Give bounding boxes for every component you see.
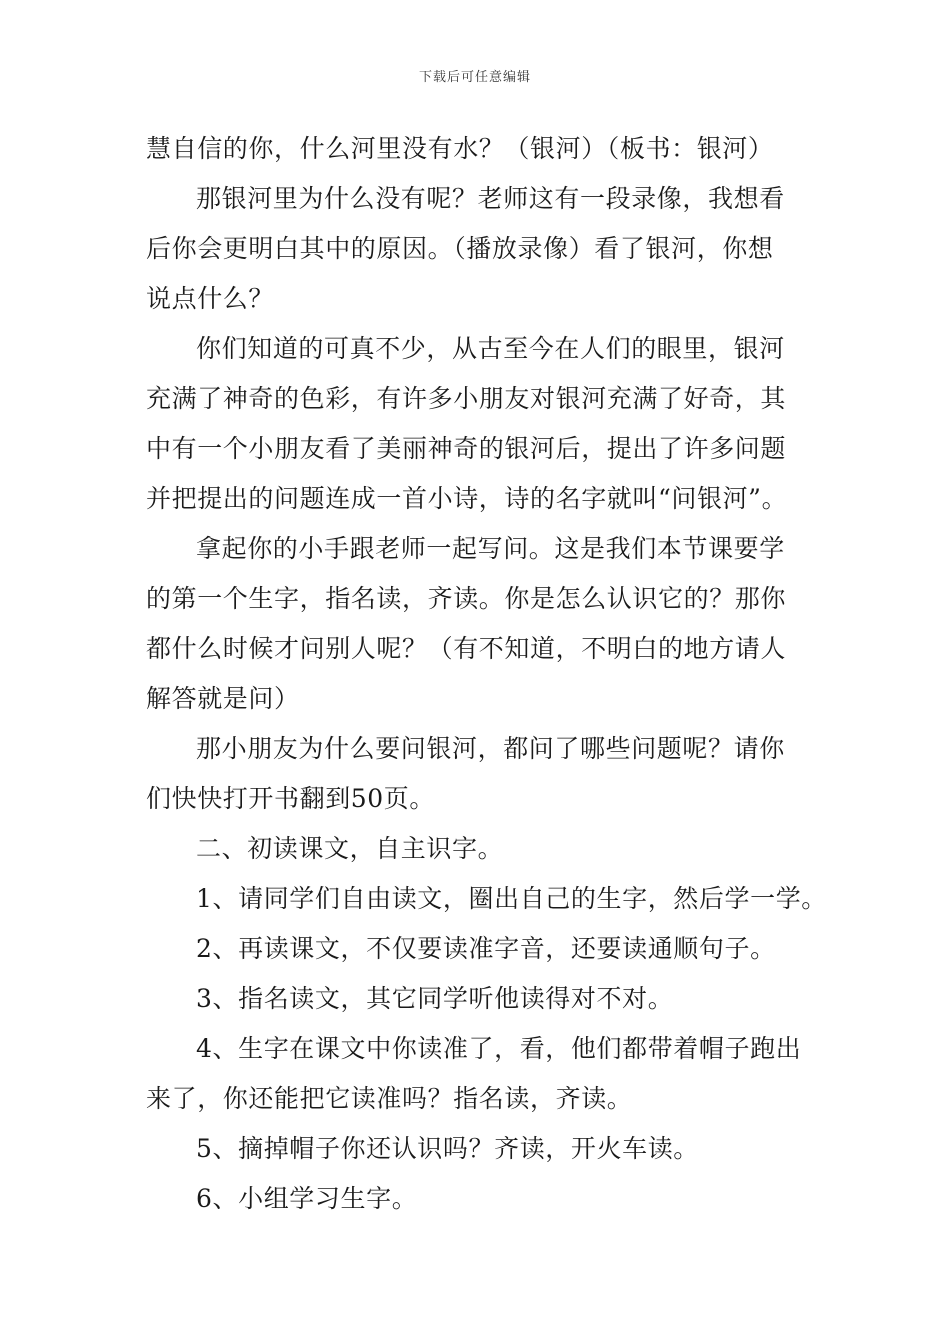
list-item: 4、生字在课文中你读准了，看，他们都带着帽子跑出 — [196, 1034, 802, 1063]
text-line: 的第一个生字，指名读，齐读。你是怎么认识它的？那你 — [146, 584, 787, 613]
text-line: 都什么时候才问别人呢？（有不知道，不明白的地方请人 — [146, 634, 787, 663]
text-line: 慧自信的你，什么河里没有水？（银河）（板书：银河） — [146, 134, 774, 163]
document-body — [146, 124, 827, 1224]
list-item: 5、摘掉帽子你还认识吗？齐读，开火车读。 — [196, 1134, 699, 1163]
text-line: 并把提出的问题连成一首小诗，诗的名字就叫“问银河”。 — [146, 484, 788, 513]
text-line: 说点什么？ — [146, 284, 275, 313]
text-line: 们快快打开书翻到50页。 — [146, 784, 436, 813]
text-line: 解答就是问） — [146, 684, 300, 713]
page-header: 下载后可任意编辑 — [418, 70, 531, 85]
section-heading: 二、初读课文，自主识字。 — [196, 834, 504, 863]
list-item-continuation: 来了，你还能把它读准吗？指名读，齐读。 — [146, 1084, 633, 1113]
list-item: 1、请同学们自由读文，圈出自己的生字，然后学一学。 — [196, 884, 827, 913]
text-line: 拿起你的小手跟老师一起写问。这是我们本节课要学 — [196, 534, 785, 563]
text-line: 中有一个小朋友看了美丽神奇的银河后，提出了许多问题 — [146, 434, 787, 463]
list-item: 3、指名读文，其它同学听他读得对不对。 — [196, 984, 674, 1013]
text-line: 你们知道的可真不少，从古至今在人们的眼里，银河 — [196, 334, 785, 363]
text-line: 充满了神奇的色彩，有许多小朋友对银河充满了好奇，其 — [146, 384, 787, 413]
text-line: 那小朋友为什么要问银河，都问了哪些问题呢？请你 — [196, 734, 785, 763]
list-item: 6、小组学习生字。 — [196, 1184, 418, 1213]
text-line: 那银河里为什么没有呢？老师这有一段录像，我想看 — [196, 184, 785, 213]
list-item: 2、再读课文，不仅要读准字音，还要读通顺句子。 — [196, 934, 776, 963]
text-line: 后你会更明白其中的原因。（播放录像）看了银河，你想 — [146, 234, 774, 263]
